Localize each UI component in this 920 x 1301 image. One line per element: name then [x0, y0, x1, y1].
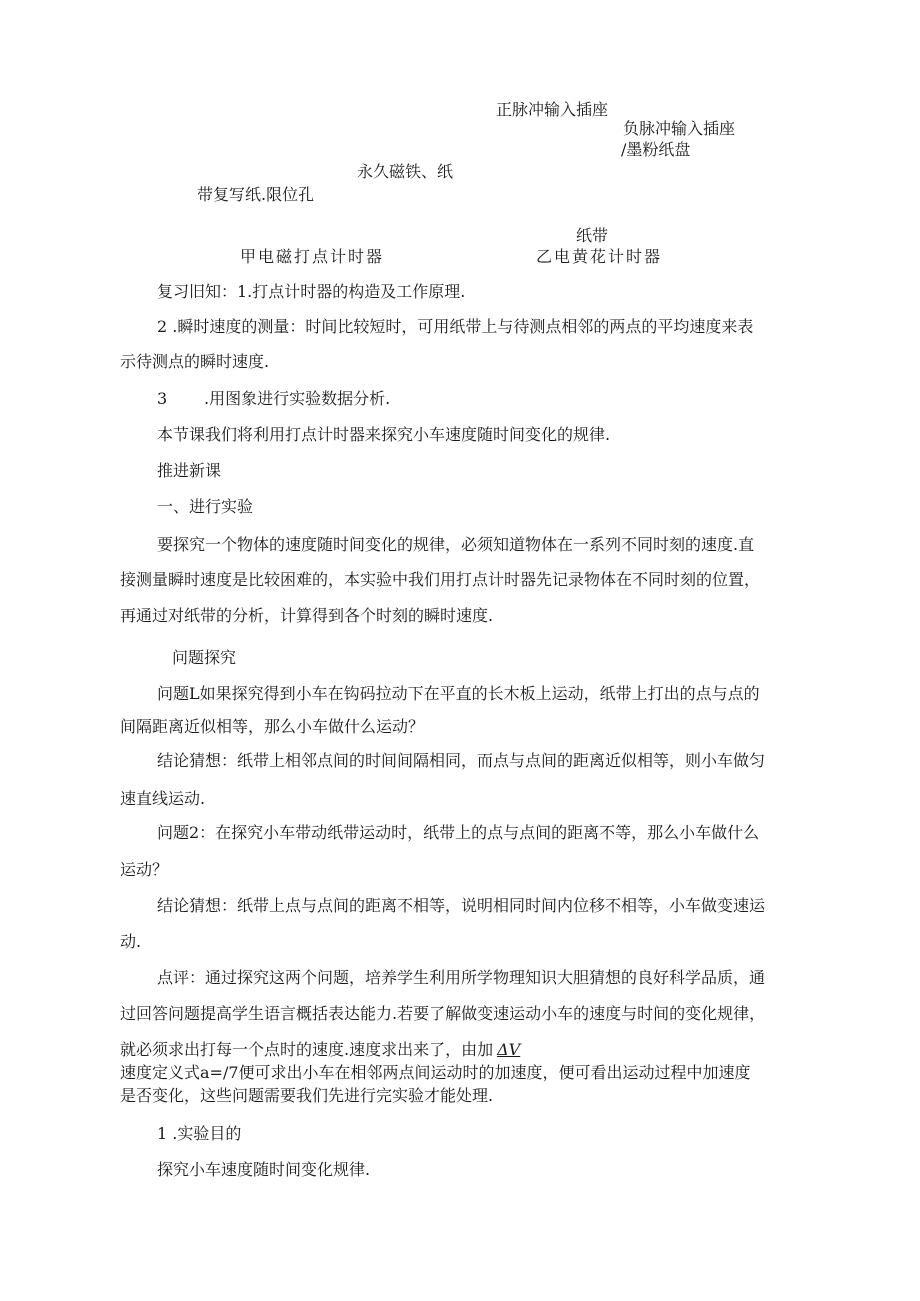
conclusion-1-line-2: 速直线运动. [120, 789, 206, 808]
review-item-3-number: 3 [157, 389, 168, 408]
experiment-purpose-text: 探究小车速度随时间变化规律. [157, 1160, 371, 1179]
remark-line-4: 速度定义式a=/7便可求出小车在相邻两点间运动时的加速度，便可看出运动过程中加速度 [120, 1063, 751, 1082]
conclusion-2-line-1: 结论猜想：纸带上点与点间的距离不相等，说明相同时间内位移不相等，小车做变速运 [157, 896, 766, 915]
delta-v-symbol: ΔV [497, 1040, 521, 1059]
label-paper-tape: 纸带 [576, 226, 609, 245]
question-2-line-2: 运动？ [120, 860, 169, 879]
label-carbon-paper-limit-hole: 带复写纸.限位孔 [197, 185, 315, 204]
section-heading-experiment: 一、进行实验 [157, 497, 254, 516]
remark-line-2: 过回答问题提高学生语言概括表达能力.若要了解做变速运动小车的速度与时间的变化规律， [120, 1004, 766, 1023]
label-ink-disc: /墨粉纸盘 [621, 140, 691, 159]
figure-caption-right: 乙电黄花计时器 [536, 247, 663, 266]
remark-line-3 [120, 1040, 520, 1060]
review-item-1: 复习旧知：1.打点计时器的构造及工作原理. [157, 282, 466, 301]
question-2-line-1: 问题2：在探究小车带动纸带运动时，纸带上的点与点间的距离不等，那么小车做什么 [157, 823, 760, 842]
question-1-line-1: 问题L如果探究得到小车在钩码拉动下在平直的长木板上运动，纸带上打出的点与点的 [157, 684, 760, 703]
review-item-3-text: .用图象进行实验数据分析. [204, 389, 391, 408]
question-1-line-2: 间隔距离近似相等，那么小车做什么运动？ [120, 717, 425, 736]
conclusion-1-line-1: 结论猜想：纸带上相邻点间的时间间隔相同，而点与点间的距离近似相等，则小车做匀 [157, 751, 766, 770]
label-positive-pulse-socket: 正脉冲输入插座 [496, 100, 609, 119]
label-permanent-magnet: 永久磁铁、纸 [357, 162, 454, 181]
remark-line-3-text: 就必须求出打每一个点时的速度.速度求出来了，由加 [120, 1040, 494, 1059]
review-item-2-line-2: 示待测点的瞬时速度. [120, 352, 270, 371]
paragraph-1-line-2: 接测量瞬时速度是比较困难的，本实验中我们用打点计时器先记录物体在不同时刻的位置， [120, 570, 761, 589]
paragraph-1-line-3: 再通过对纸带的分析，计算得到各个时刻的瞬时速度. [120, 606, 494, 625]
remark-line-1: 点评：通过探究这两个问题，培养学生利用所学物理知识大胆猜想的良好科学品质，通 [157, 968, 766, 987]
review-item-2-line-1: 2 .瞬时速度的测量：时间比较短时，可用纸带上与待测点相邻的两点的平均速度来表 [157, 317, 754, 336]
figure-caption-left: 甲电磁打点计时器 [240, 247, 385, 266]
label-negative-pulse-socket: 负脉冲输入插座 [623, 119, 736, 138]
section-heading-new-lesson: 推进新课 [157, 461, 222, 480]
paragraph-1-line-1: 要探究一个物体的速度随时间变化的规律，必须知道物体在一系列不同时刻的速度.直 [157, 535, 755, 554]
intro-text: 本节课我们将利用打点计时器来探究小车速度随时间变化的规律. [157, 425, 611, 444]
experiment-purpose-heading: 1 .实验目的 [157, 1124, 242, 1143]
remark-line-5: 是否变化，这些问题需要我们先进行完实验才能处理. [120, 1086, 494, 1105]
conclusion-2-line-2: 动. [120, 932, 142, 951]
inquiry-heading: 问题探究 [172, 648, 237, 667]
